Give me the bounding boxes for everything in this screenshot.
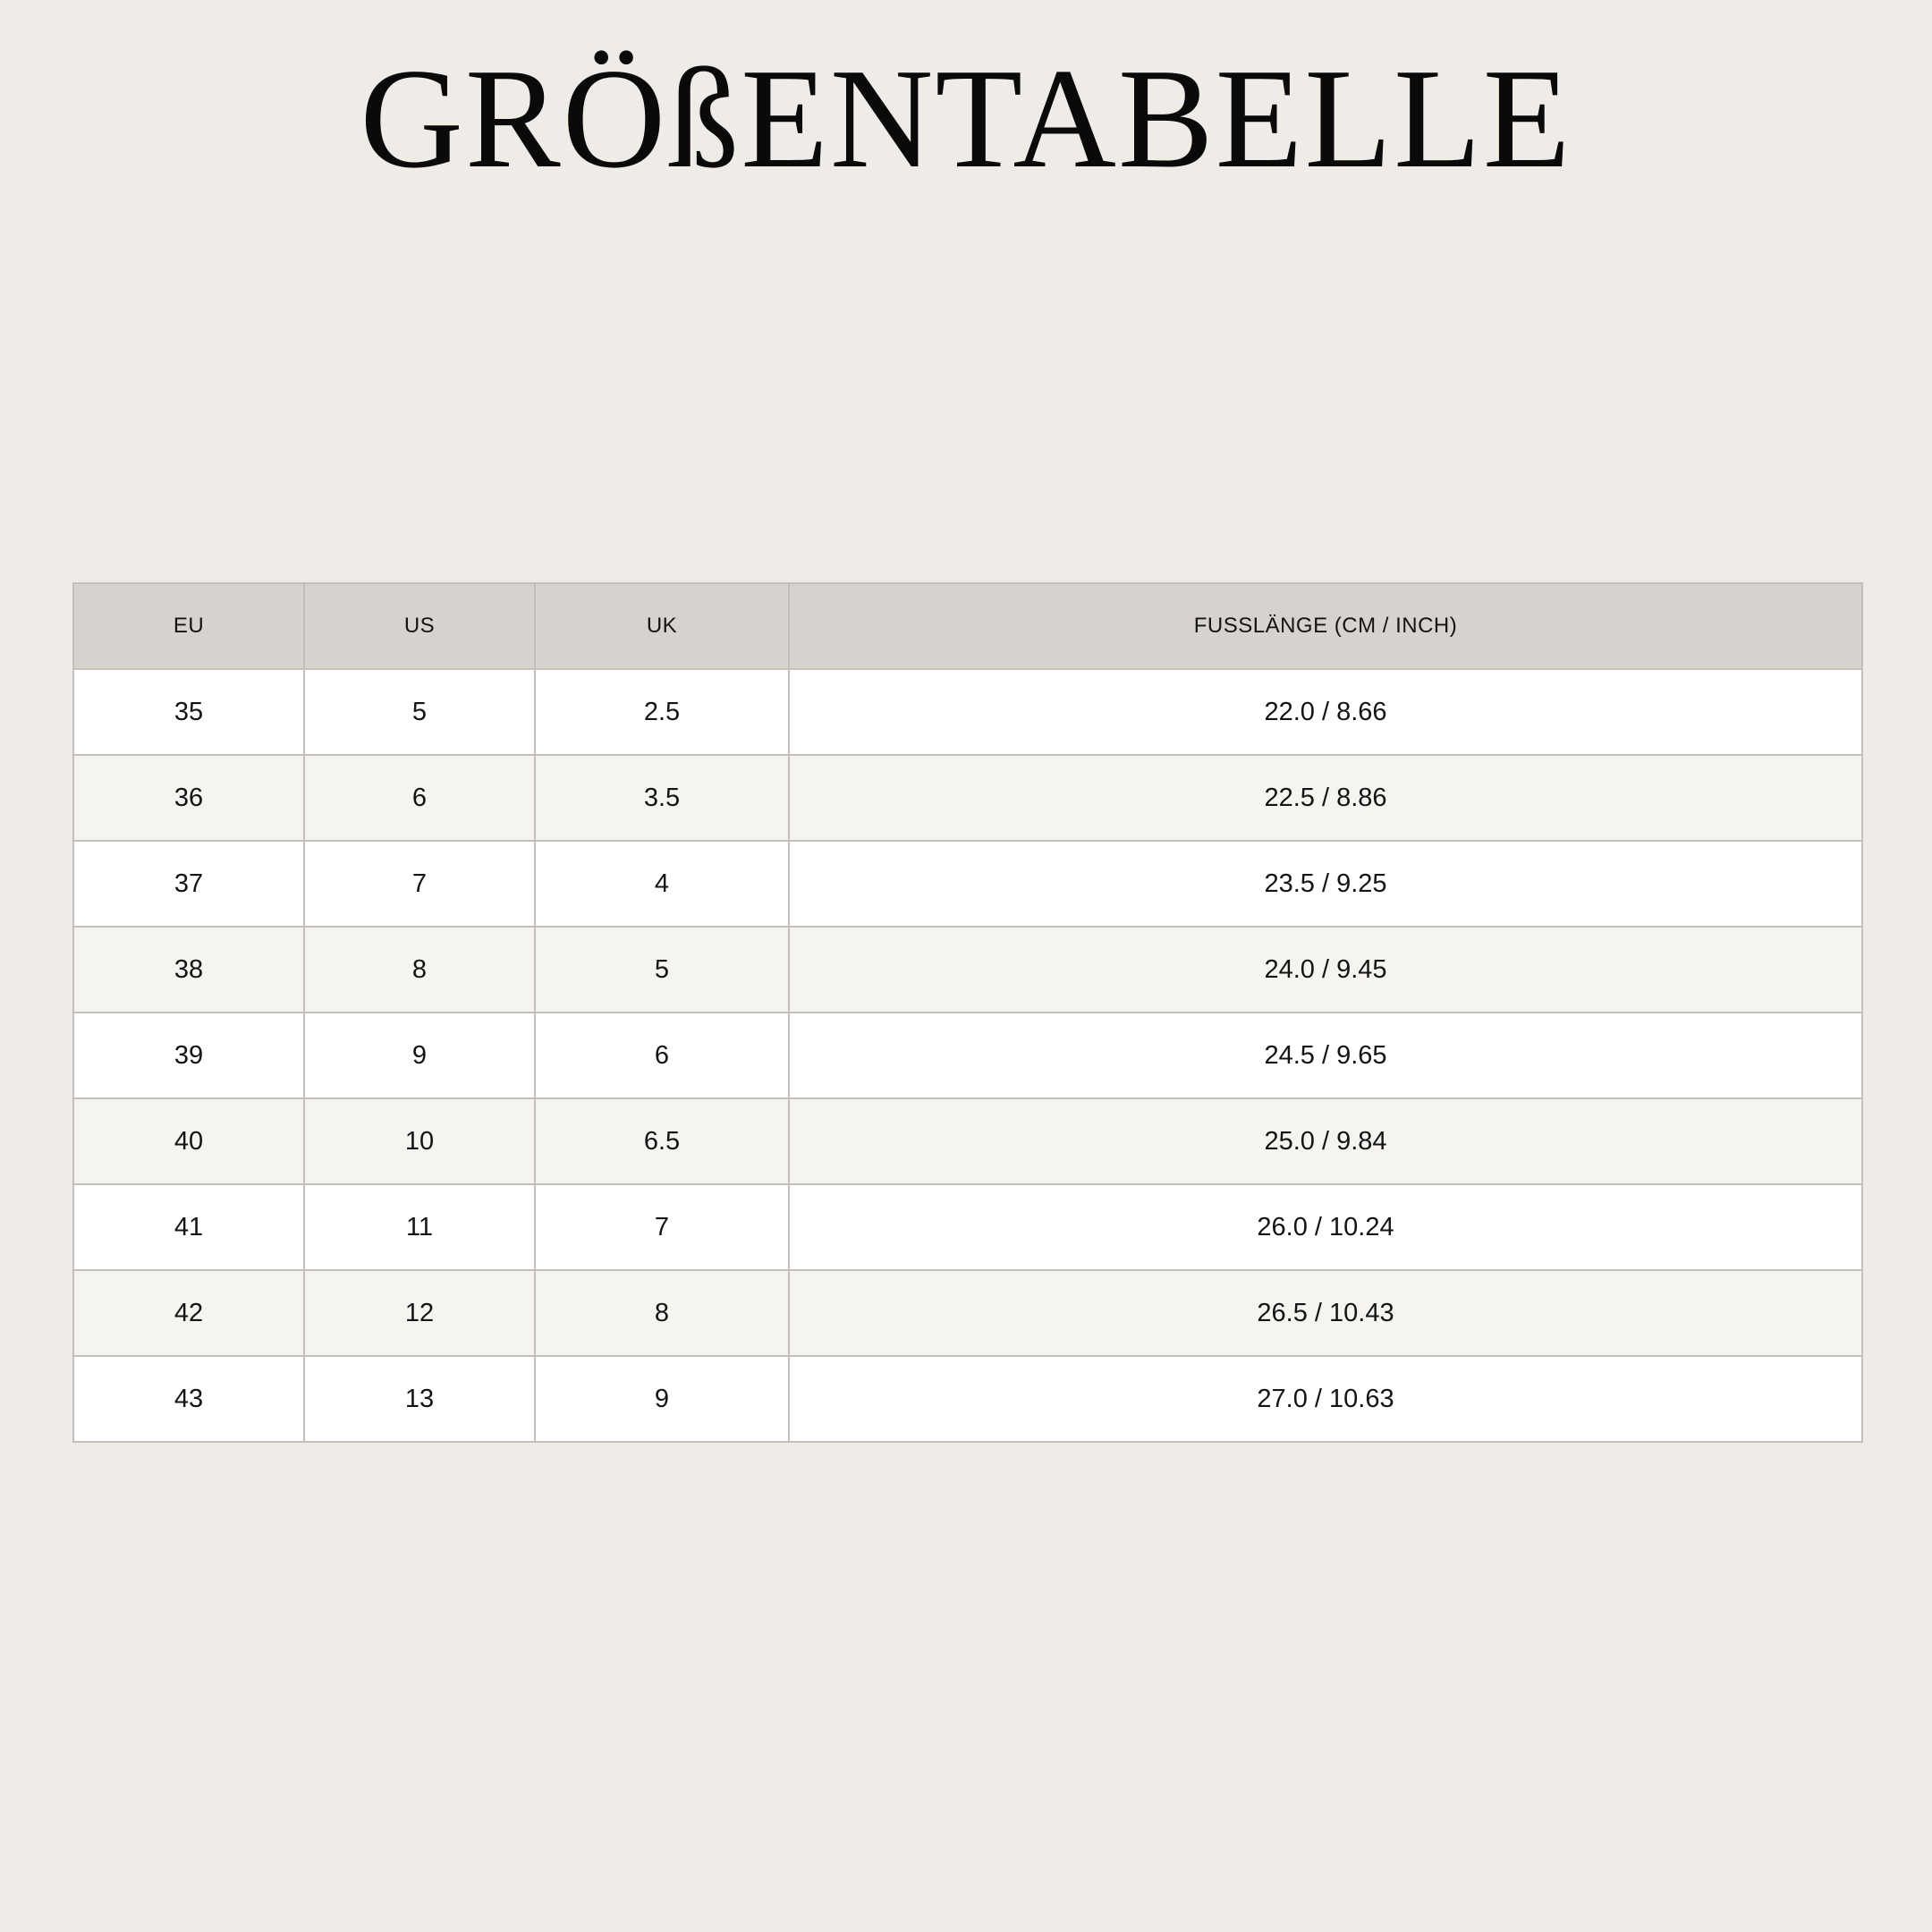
cell-foot-length: 22.5 / 8.86 [789, 755, 1862, 841]
table-row [73, 755, 1862, 841]
cell-foot-length: 24.0 / 9.45 [789, 927, 1862, 1013]
table-row [73, 1270, 1862, 1356]
cell-us: 13 [304, 1356, 535, 1442]
cell-uk: 4 [535, 841, 789, 927]
cell-foot-length: 26.5 / 10.43 [789, 1270, 1862, 1356]
cell-uk: 6 [535, 1013, 789, 1098]
cell-us: 8 [304, 927, 535, 1013]
cell-us: 7 [304, 841, 535, 927]
cell-us: 12 [304, 1270, 535, 1356]
table-row [73, 1356, 1862, 1442]
cell-eu: 38 [73, 927, 304, 1013]
cell-foot-length: 24.5 / 9.65 [789, 1013, 1862, 1098]
cell-uk: 2.5 [535, 669, 789, 755]
table-row [73, 669, 1862, 755]
cell-eu: 36 [73, 755, 304, 841]
table-header-row [73, 583, 1862, 669]
cell-eu: 39 [73, 1013, 304, 1098]
table-row [73, 841, 1862, 927]
column-header-us: US [304, 583, 535, 669]
cell-us: 11 [304, 1184, 535, 1270]
cell-us: 5 [304, 669, 535, 755]
cell-foot-length: 22.0 / 8.66 [789, 669, 1862, 755]
table-row [73, 927, 1862, 1013]
cell-us: 9 [304, 1013, 535, 1098]
cell-foot-length: 26.0 / 10.24 [789, 1184, 1862, 1270]
cell-uk: 7 [535, 1184, 789, 1270]
cell-us: 10 [304, 1098, 535, 1184]
column-header-foot-length: FUSSLÄNGE (CM / INCH) [789, 583, 1862, 669]
cell-eu: 40 [73, 1098, 304, 1184]
cell-foot-length: 27.0 / 10.63 [789, 1356, 1862, 1442]
cell-uk: 6.5 [535, 1098, 789, 1184]
table-row [73, 1013, 1862, 1098]
cell-uk: 8 [535, 1270, 789, 1356]
column-header-eu: EU [73, 583, 304, 669]
cell-foot-length: 25.0 / 9.84 [789, 1098, 1862, 1184]
size-chart-table [72, 582, 1863, 1443]
cell-uk: 9 [535, 1356, 789, 1442]
cell-eu: 43 [73, 1356, 304, 1442]
table-row [73, 1098, 1862, 1184]
cell-eu: 37 [73, 841, 304, 927]
cell-eu: 41 [73, 1184, 304, 1270]
column-header-uk: UK [535, 583, 789, 669]
cell-us: 6 [304, 755, 535, 841]
cell-foot-length: 23.5 / 9.25 [789, 841, 1862, 927]
table-row [73, 1184, 1862, 1270]
cell-eu: 35 [73, 669, 304, 755]
page-title: GRÖßENTABELLE [360, 38, 1572, 198]
cell-eu: 42 [73, 1270, 304, 1356]
cell-uk: 5 [535, 927, 789, 1013]
cell-uk: 3.5 [535, 755, 789, 841]
